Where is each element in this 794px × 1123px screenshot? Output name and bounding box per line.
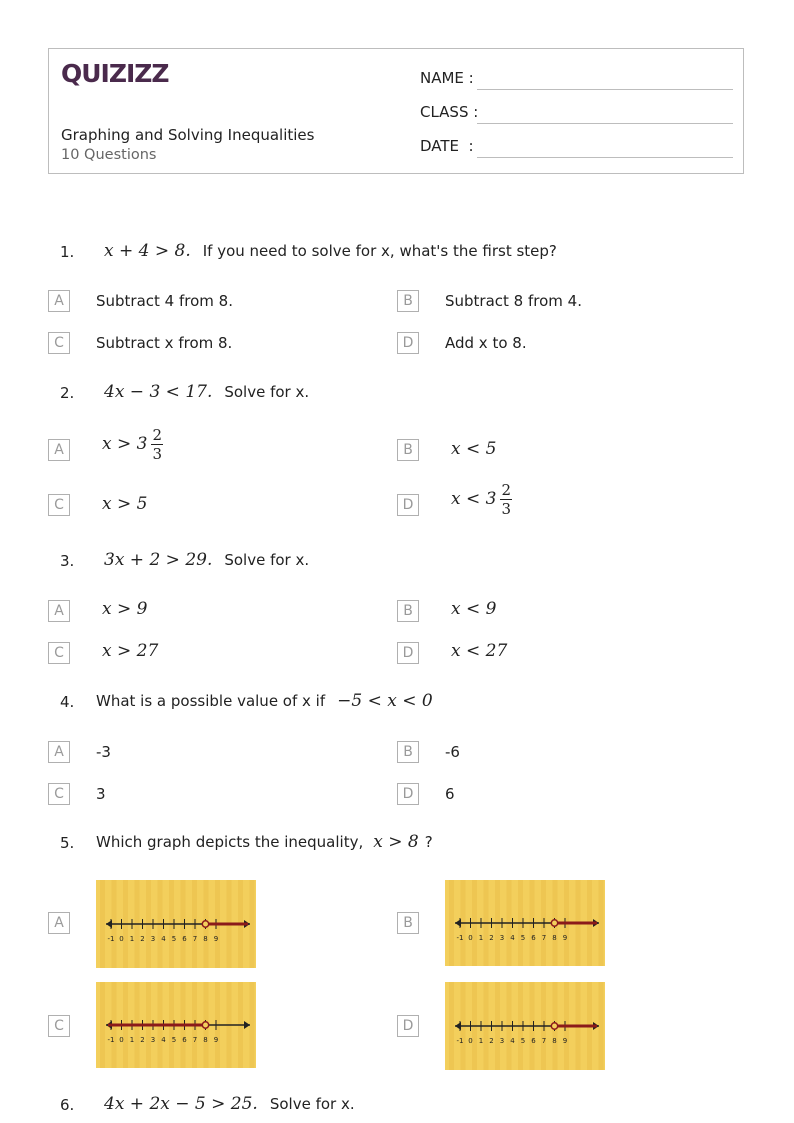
fraction-numerator: 2 bbox=[501, 481, 512, 499]
option-letter-b: B bbox=[397, 290, 419, 312]
q4-option-b[interactable]: -6 bbox=[445, 743, 460, 761]
option-letter-c: C bbox=[48, 642, 70, 664]
tick-label: -1 bbox=[456, 934, 464, 942]
q2-option-b[interactable]: x < 5 bbox=[451, 439, 497, 459]
q5-option-d-number-line[interactable] bbox=[445, 982, 605, 1070]
class-label: CLASS : bbox=[420, 103, 479, 121]
question-prompt: Solve for x. bbox=[224, 383, 310, 401]
q1-option-b[interactable]: Subtract 8 from 4. bbox=[445, 292, 582, 310]
tick-label: 9 bbox=[562, 934, 568, 942]
q1-option-d[interactable]: Add x to 8. bbox=[445, 334, 527, 352]
fraction bbox=[151, 426, 163, 463]
q4-option-d[interactable]: 6 bbox=[445, 785, 455, 803]
option-letter-a: A bbox=[48, 600, 70, 622]
graph-stripe bbox=[250, 982, 255, 1068]
option-expression: x < 3 bbox=[451, 489, 497, 509]
q2-option-c[interactable]: x > 5 bbox=[102, 494, 148, 514]
tick-label: 8 bbox=[552, 1037, 557, 1045]
q3-option-d[interactable]: x < 27 bbox=[451, 641, 508, 661]
question-4-text bbox=[96, 691, 439, 711]
option-expression: x > 3 bbox=[102, 434, 148, 454]
question-prompt: Solve for x. bbox=[224, 551, 310, 569]
option-letter-d: D bbox=[397, 494, 419, 516]
tick-label: 1 bbox=[129, 935, 135, 943]
question-prompt: Which graph depicts the inequality, bbox=[96, 833, 364, 851]
question-prompt: Solve for x. bbox=[269, 1095, 355, 1113]
open-circle bbox=[202, 1022, 208, 1028]
option-letter-c: C bbox=[48, 332, 70, 354]
tick-label: 0 bbox=[119, 935, 124, 943]
option-letter-d: D bbox=[397, 783, 419, 805]
tick-label: 2 bbox=[140, 1036, 145, 1044]
question-number: 4. bbox=[60, 693, 75, 711]
graph-stripe bbox=[449, 880, 454, 966]
tick-label: 3 bbox=[499, 1037, 505, 1045]
tick-label: 7 bbox=[541, 934, 547, 942]
option-letter-d: D bbox=[397, 332, 419, 354]
tick-label: 0 bbox=[119, 1036, 124, 1044]
option-letter-a: A bbox=[48, 439, 70, 461]
tick-label: 3 bbox=[499, 934, 505, 942]
question-3-text bbox=[96, 550, 309, 570]
date-line[interactable] bbox=[477, 157, 733, 158]
graph-stripe bbox=[100, 880, 105, 968]
option-letter-a: A bbox=[48, 741, 70, 763]
tick-label: 7 bbox=[541, 1037, 547, 1045]
option-letter-d: D bbox=[397, 1015, 419, 1037]
q5-option-a-number-line[interactable] bbox=[96, 880, 256, 968]
fraction-numerator: 2 bbox=[152, 426, 163, 444]
fraction-denominator: 3 bbox=[501, 500, 512, 518]
tick-label: 6 bbox=[182, 935, 187, 943]
graph-stripe bbox=[599, 880, 604, 966]
question-math: 4x − 3 < 17. bbox=[104, 382, 213, 402]
tick-label: -1 bbox=[107, 935, 115, 943]
tick-label: 1 bbox=[478, 934, 484, 942]
q4-option-c[interactable]: 3 bbox=[96, 785, 106, 803]
tick-label: 5 bbox=[520, 1037, 526, 1045]
tick-label: -1 bbox=[107, 1036, 115, 1044]
graph-stripe bbox=[100, 982, 105, 1068]
name-line[interactable] bbox=[477, 89, 733, 90]
tick-label: 7 bbox=[192, 1036, 198, 1044]
question-2-text bbox=[96, 382, 309, 402]
fraction-denominator: 3 bbox=[152, 445, 163, 463]
question-prompt: If you need to solve for x, what's the first step? bbox=[202, 242, 557, 260]
question-math: 4x + 2x − 5 > 25. bbox=[104, 1094, 258, 1114]
date-label: DATE : bbox=[420, 137, 474, 155]
option-letter-c: C bbox=[48, 494, 70, 516]
tick-label: 5 bbox=[171, 935, 177, 943]
tick-label: 3 bbox=[150, 1036, 156, 1044]
tick-label: 4 bbox=[161, 1036, 166, 1044]
question-number: 2. bbox=[60, 384, 75, 402]
question-number: 6. bbox=[60, 1096, 75, 1114]
question-math: x > 8 bbox=[373, 832, 419, 852]
name-label: NAME : bbox=[420, 69, 474, 87]
tick-label: 0 bbox=[468, 934, 473, 942]
question-number: 1. bbox=[60, 243, 75, 261]
tick-label: 9 bbox=[213, 935, 219, 943]
q5-option-c-number-line[interactable] bbox=[96, 982, 256, 1068]
option-letter-c: C bbox=[48, 1015, 70, 1037]
q3-option-b[interactable]: x < 9 bbox=[451, 599, 497, 619]
tick-label: 1 bbox=[478, 1037, 484, 1045]
tick-label: 8 bbox=[552, 934, 557, 942]
tick-label: 2 bbox=[489, 1037, 494, 1045]
graph-stripe bbox=[599, 982, 604, 1070]
q1-option-c[interactable]: Subtract x from 8. bbox=[96, 334, 233, 352]
graph-stripe bbox=[250, 880, 255, 968]
option-letter-c: C bbox=[48, 783, 70, 805]
option-letter-b: B bbox=[397, 912, 419, 934]
q5-option-b-number-line[interactable] bbox=[445, 880, 605, 966]
tick-label: 9 bbox=[562, 1037, 568, 1045]
tick-label: 2 bbox=[140, 935, 145, 943]
question-number: 3. bbox=[60, 552, 75, 570]
fraction bbox=[500, 481, 512, 518]
tick-label: 4 bbox=[510, 1037, 515, 1045]
tick-label: 3 bbox=[150, 935, 156, 943]
tick-label: 4 bbox=[510, 934, 515, 942]
tick-label: 8 bbox=[203, 935, 208, 943]
question-prompt-end: ? bbox=[424, 833, 433, 851]
q4-option-a[interactable]: -3 bbox=[96, 743, 111, 761]
q3-option-c[interactable]: x > 27 bbox=[102, 641, 159, 661]
option-letter-d: D bbox=[397, 642, 419, 664]
class-line[interactable] bbox=[477, 123, 733, 124]
tick-label: 7 bbox=[192, 935, 198, 943]
question-prompt: What is a possible value of x if bbox=[96, 692, 326, 710]
q1-option-a[interactable]: Subtract 4 from 8. bbox=[96, 292, 233, 310]
quizizz-logo: QUIZIZZ bbox=[61, 59, 169, 88]
graph-stripe bbox=[449, 982, 454, 1070]
tick-label: 1 bbox=[129, 1036, 135, 1044]
option-letter-b: B bbox=[397, 439, 419, 461]
tick-label: 5 bbox=[520, 934, 526, 942]
question-count: 10 Questions bbox=[61, 147, 157, 163]
option-letter-b: B bbox=[397, 741, 419, 763]
q3-option-a[interactable]: x > 9 bbox=[102, 599, 148, 619]
open-circle bbox=[202, 921, 208, 927]
tick-label: 9 bbox=[213, 1036, 219, 1044]
tick-label: 8 bbox=[203, 1036, 208, 1044]
tick-label: 5 bbox=[171, 1036, 177, 1044]
question-math: −5 < x < 0 bbox=[337, 691, 433, 711]
question-math: x + 4 > 8. bbox=[104, 241, 191, 261]
question-number: 5. bbox=[60, 834, 75, 852]
question-5-text bbox=[96, 832, 433, 852]
option-letter-a: A bbox=[48, 912, 70, 934]
question-6-text bbox=[96, 1094, 355, 1114]
tick-label: 0 bbox=[468, 1037, 473, 1045]
q2-option-a[interactable] bbox=[102, 426, 163, 463]
tick-label: 6 bbox=[531, 1037, 536, 1045]
tick-label: 2 bbox=[489, 934, 494, 942]
q2-option-d[interactable] bbox=[451, 481, 512, 518]
tick-label: 6 bbox=[531, 934, 536, 942]
tick-label: -1 bbox=[456, 1037, 464, 1045]
option-letter-b: B bbox=[397, 600, 419, 622]
open-circle bbox=[551, 1023, 557, 1029]
tick-label: 6 bbox=[182, 1036, 187, 1044]
worksheet-title: Graphing and Solving Inequalities bbox=[61, 126, 315, 144]
question-1-text bbox=[96, 241, 557, 261]
tick-label: 4 bbox=[161, 935, 166, 943]
question-math: 3x + 2 > 29. bbox=[104, 550, 213, 570]
worksheet-header bbox=[48, 48, 744, 174]
open-circle bbox=[551, 920, 557, 926]
option-letter-a: A bbox=[48, 290, 70, 312]
